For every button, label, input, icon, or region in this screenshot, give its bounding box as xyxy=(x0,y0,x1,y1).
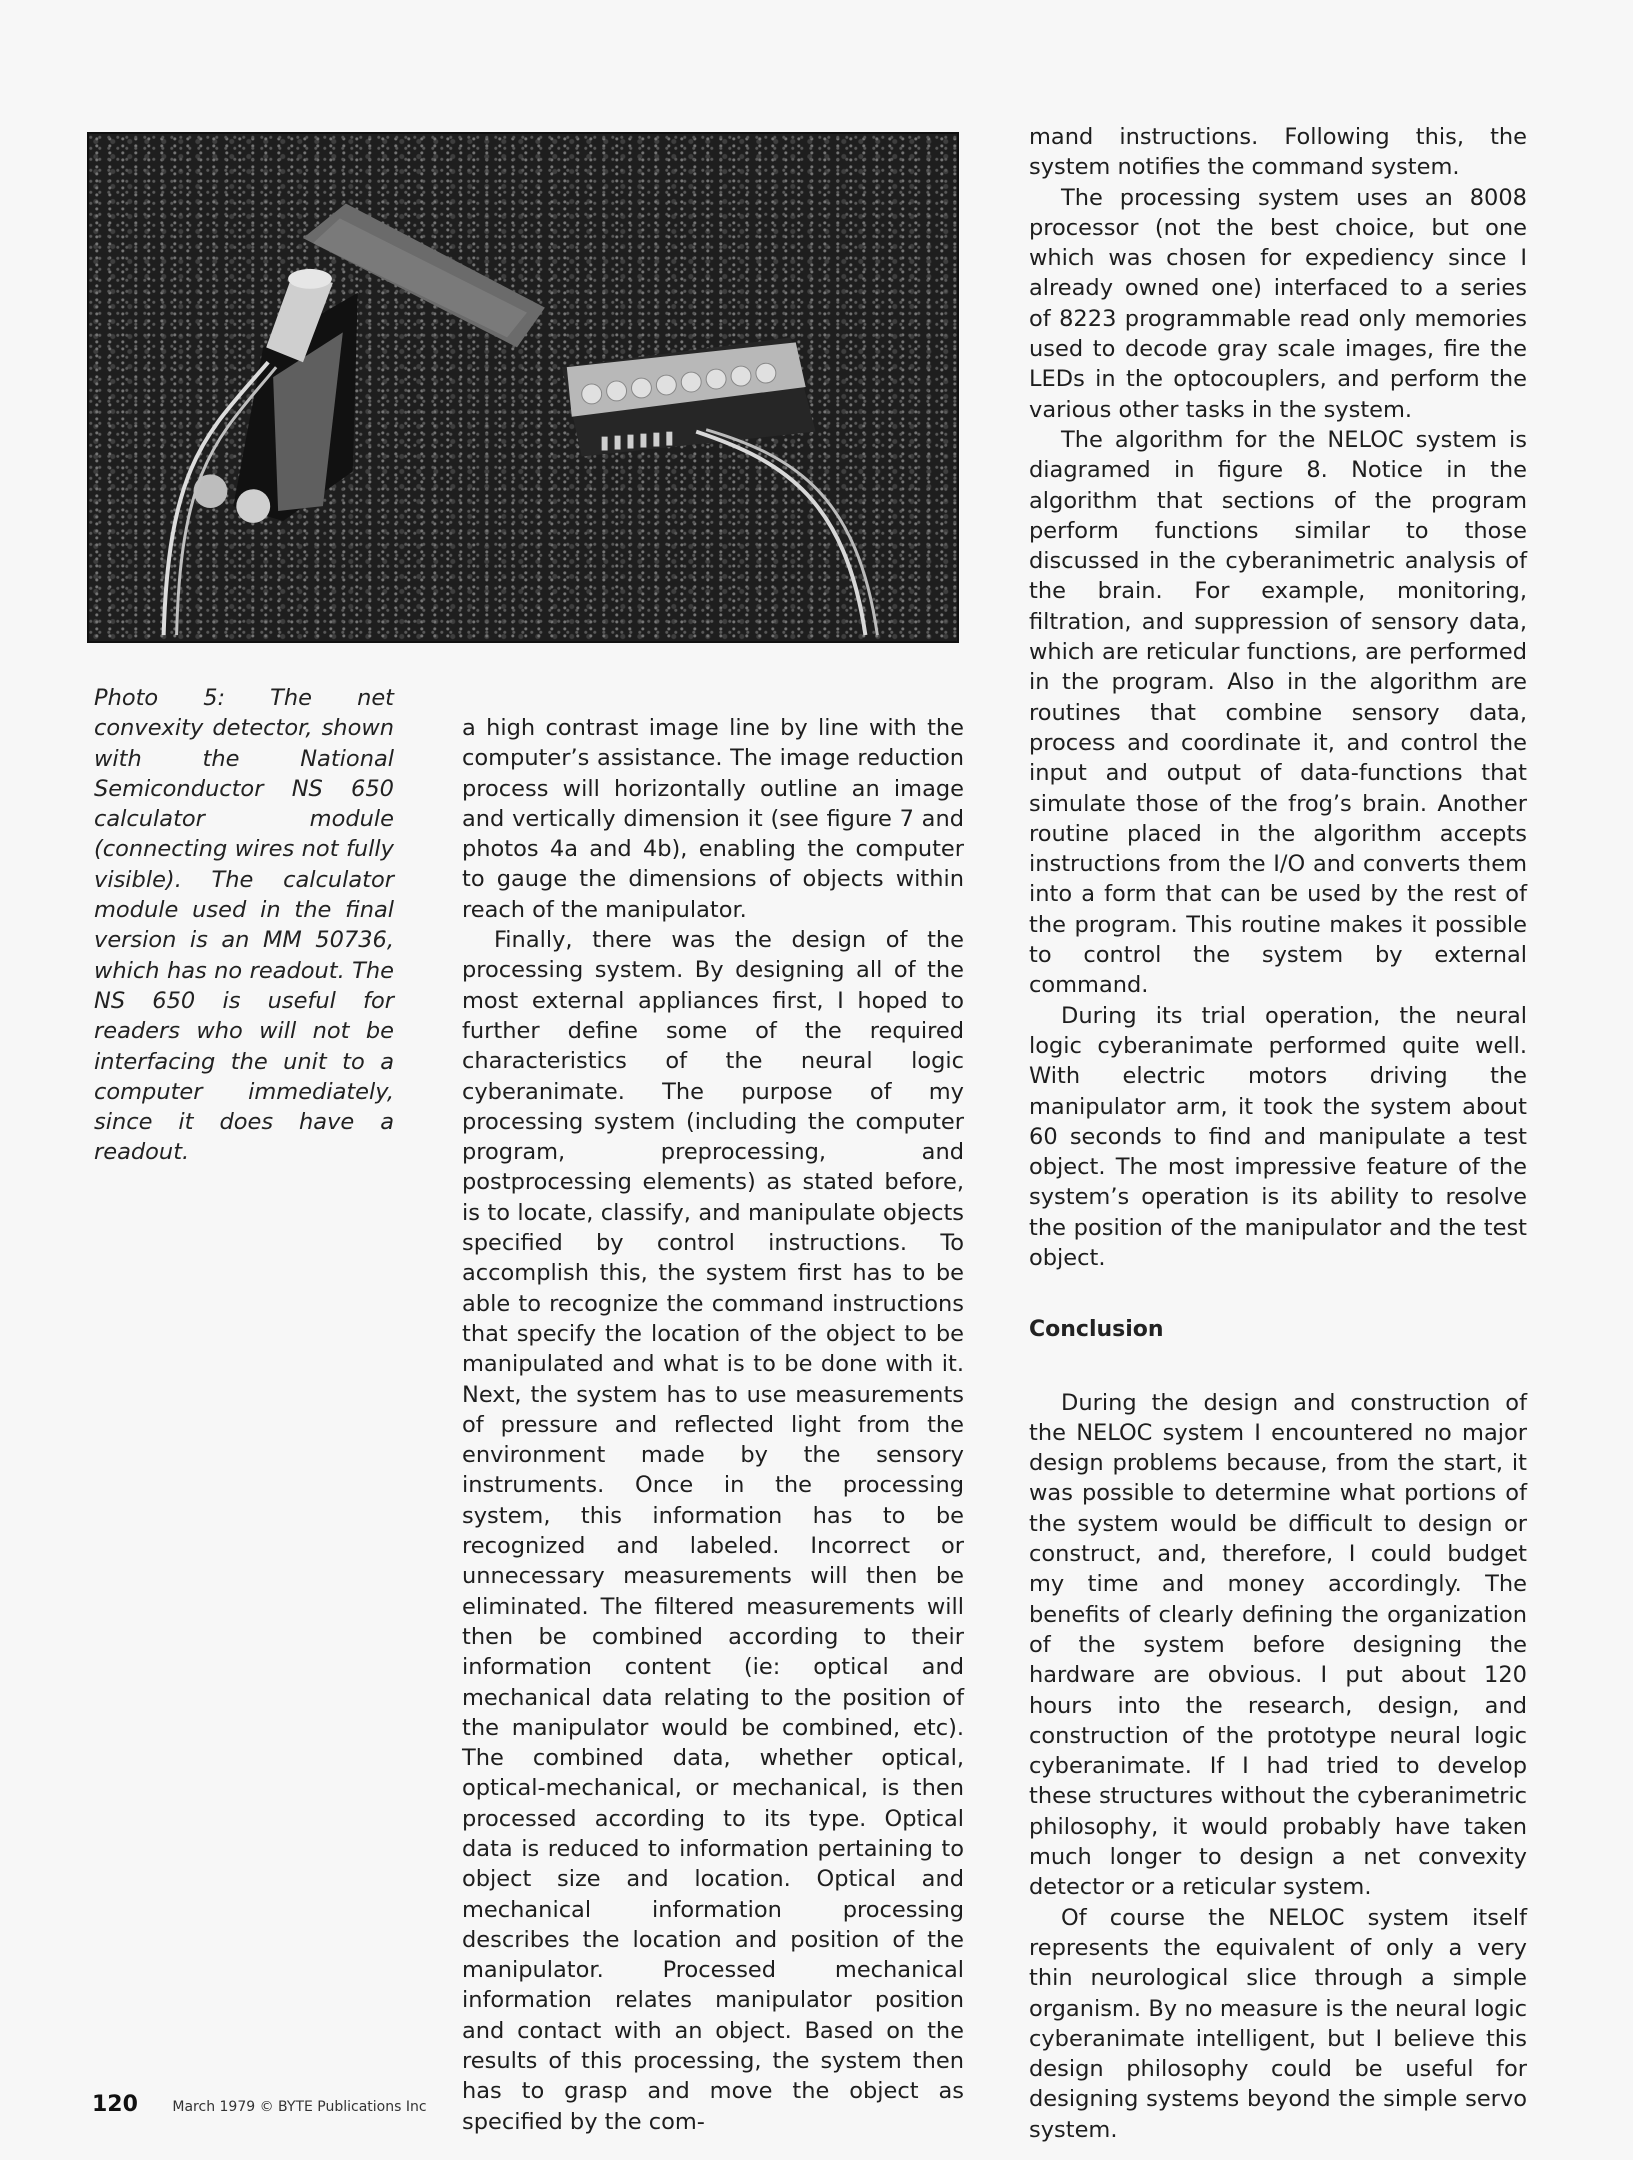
photo-net-convexity-detector xyxy=(87,132,959,643)
paragraph: Finally, there was the design of the processing system. By designing all of the most external appliances first, I hoped to further define some of the required characteristics of the neural logic cyberanimate. The purpose of my processing system (including the computer program, preprocessing, and postprocessing elements) as stated before, is to locate, classify, and manipulate objects specified by control instructions. To accomplish this, the system first has to be able to recognize the command instructions that specify the location of the object to be manipulated and what is to be done with it. Next, the system has to use measurements of pressure and reflected light from the environment made by the sensory instruments. Once in the processing system, this information has to be recognized and labeled. Incorrect or unnecessary measurements will then be eliminated. The filtered measurements will then be combined according to their information content (ie: optical and mechanical data relating to the position of the manipulator would be combined, etc). The combined data, whether optical, optical-mechanical, or mechanical, is then processed according to its type. Optical data is reduced to information pertaining to object size and location. Optical and mechanical information processing describes the location and position of the manipulator. Processed mechanical information relates manipulator position and contact with an object. Based on the results of this processing, the system then has to grasp and move the object as specified by the com- xyxy=(462,927,964,2135)
paragraph: During its trial operation, the neural logic cyberanimate performed quite well. With electric motors driving the manipulator arm, it took the system about 60 seconds to find and manipulate a test object. The most impressive feature of the system’s operation is its ability to resolve the position of the manipulator and the test object. xyxy=(1029,1002,1527,1271)
page-number: 120 xyxy=(92,2092,138,2117)
section-heading-conclusion: Conclusion xyxy=(1029,1317,1164,1343)
paragraph: mand instructions. Following this, the system notifies the command system. xyxy=(1029,124,1527,181)
body-column-2 xyxy=(462,713,964,2137)
paragraph: Of course the NELOC system itself represents the equivalent of only a very thin neurological slice through a simple organism. By no measure is the neural logic cyberanimate intelligent, but I believe this design philosophy could be useful for designing systems beyond the simple servo system. xyxy=(1029,1904,1527,2143)
photo-illustration xyxy=(89,134,957,641)
paragraph: During the design and construction of the NELOC system I encountered no major design problems because, from the start, it was possible to determine what portions of the system would be difficult to design or construct, and, therefore, I could budget my time and money accordingly. The benefits of clearly defining the organization of the system before designing the hardware are obvious. I put about 120 hours into the research, design, and construction of the prototype neural logic cyberanimate. If I had tried to develop these structures without the cyberanimetric philosophy, it would probably have taken much longer to design a net convexity detector or a reticular system. xyxy=(1029,1389,1527,1901)
photo-caption: Photo 5: The net convexity detector, shown with the National Semiconductor NS 650 calculator module (connecting wires not fully visible). The calculator module used in the final version is an MM 50736, which has no readout. The NS 650 is useful for readers who will not be interfacing the unit to a computer immediately, since it does have a readout. xyxy=(94,685,394,1166)
body-column-3 xyxy=(1029,122,1527,2145)
paragraph: The algorithm for the NELOC system is diagramed in figure 8. Notice in the algorithm that sections of the program perform functions similar to those discussed in the cyberanimetric analysis of the brain. For example, monitoring, filtration, and suppression of sensory data, which are reticular functions, are performed in the program. Also in the algorithm are routines that combine sensory data, process and coordinate it, and control the input and output of data-functions that simulate those of the frog’s brain. Another routine placed in the algorithm accepts instructions from the I/O and converts them into a form that can be used by the rest of the program. This routine makes it possible to control the system by external command. xyxy=(1029,426,1527,999)
paragraph: a high contrast image line by line with the computer’s assistance. The image reduction process will horizontally outline an image and vertically dimension it (see figure 7 and photos 4a and 4b), enabling the computer to gauge the dimensions of objects within reach of the manipulator. xyxy=(462,715,964,923)
publication-credit: March 1979 © BYTE Publications Inc xyxy=(172,2099,427,2115)
paragraph: The processing system uses an 8008 processor (not the best choice, but one which was chosen for expediency since I already owned one) interfaced to a series of 8223 programmable read only memories used to decode gray scale images, fire the LEDs in the optocouplers, and perform the various other tasks in the system. xyxy=(1029,184,1527,423)
page-footer xyxy=(92,2092,427,2117)
